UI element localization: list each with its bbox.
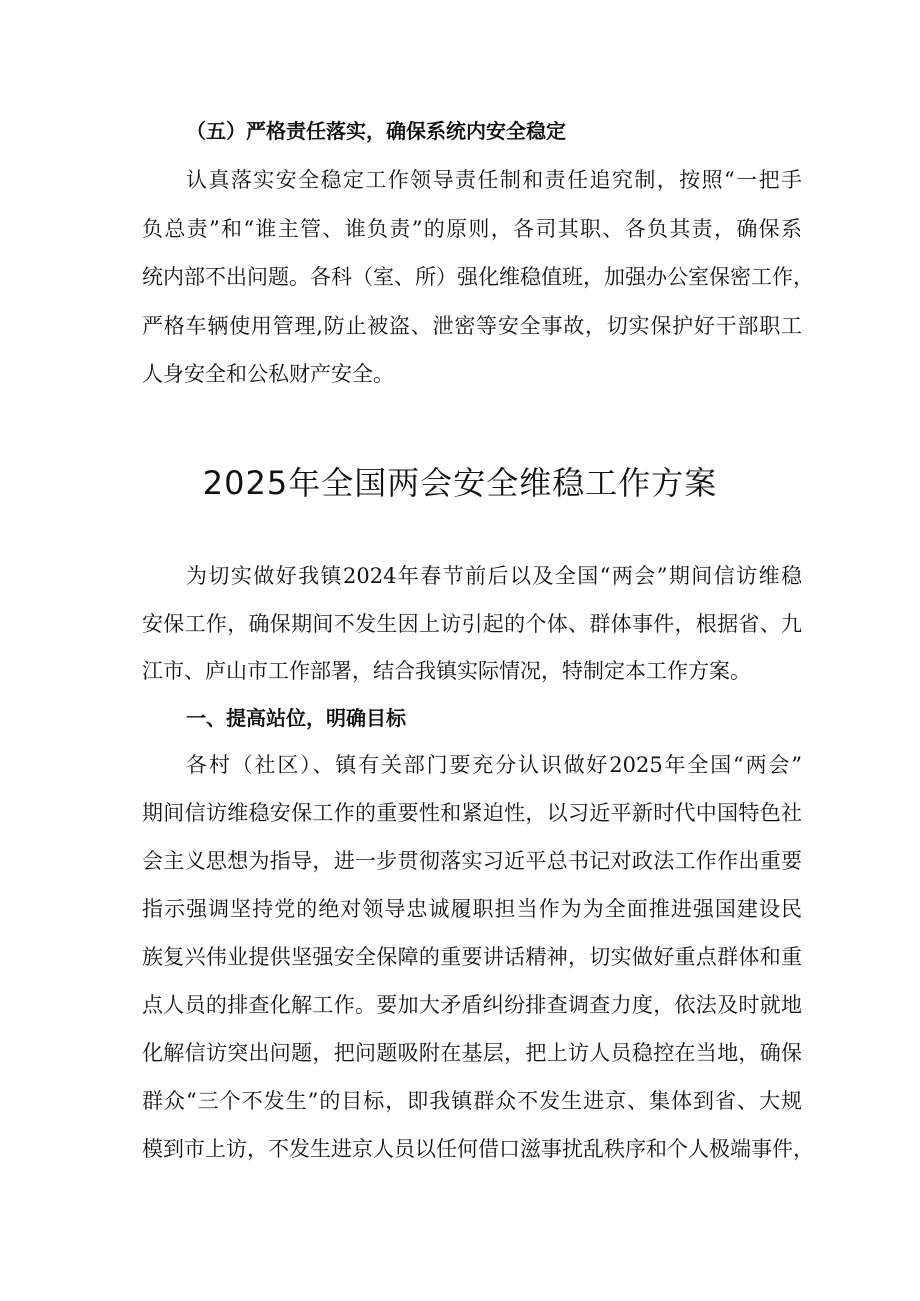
- intro-line-2: 安保工作，确保期间不发生因上访引起的个体、群体事件，根据省、九: [142, 612, 802, 636]
- section-one-line-3: 会主义思想为指导，进一步贯彻落实习近平总书记对政法工作作出重要: [142, 849, 802, 873]
- section-one-line-1: 各村（社区）、镇有关部门要充分认识做好2025年全国“两会”: [186, 753, 802, 777]
- intro-line-3: 江市、庐山市工作部署，结合我镇实际情况，特制定本工作方案。: [142, 659, 751, 683]
- section-one-line-2: 期间信访维稳安保工作的重要性和紧迫性，以习近平新时代中国特色社: [142, 801, 802, 825]
- section-five-heading: （五）严格责任落实，确保系统内安全稳定: [186, 119, 566, 143]
- section-one-heading: 一、提高站位，明确目标: [186, 706, 406, 730]
- section-five-line-5: 人身安全和公私财产安全。: [142, 362, 394, 386]
- section-one-line-9: 模到市上访，不发生进京人员以任何借口滋事扰乱秩序和个人极端事件，: [142, 1137, 814, 1161]
- section-one-line-5: 族复兴伟业提供坚强安全保障的重要讲话精神，切实做好重点群体和重: [142, 945, 802, 969]
- section-five-line-2: 负总责”和“谁主管、谁负责”的原则，各司其职、各负其责，确保系: [142, 217, 802, 241]
- section-five-line-3: 统内部不出问题。各科（室、所）强化维稳值班，加强办公室保密工作，: [142, 265, 814, 289]
- section-one-line-6: 点人员的排查化解工作。要加大矛盾纠纷排查调查力度，依法及时就地: [142, 993, 802, 1017]
- section-one-line-4: 指示强调坚持党的绝对领导忠诚履职担当作为为全面推进强国建设民: [142, 897, 802, 921]
- section-one-line-8: 群众“三个不发生”的目标，即我镇群众不发生进京、集体到省、大规: [142, 1089, 802, 1113]
- section-five-line-1: 认真落实安全稳定工作领导责任制和责任追究制，按照“一把手: [186, 168, 802, 192]
- document-title: 2025年全国两会安全维稳工作方案: [202, 464, 718, 502]
- section-one-line-7: 化解信访突出问题，把问题吸附在基层，把上访人员稳控在当地，确保: [142, 1041, 802, 1065]
- section-five-line-4: 严格车辆使用管理,防止被盗、泄密等安全事故，切实保护好干部职工: [142, 314, 802, 338]
- intro-line-1: 为切实做好我镇2024年春节前后以及全国“两会”期间信访维稳: [186, 564, 802, 588]
